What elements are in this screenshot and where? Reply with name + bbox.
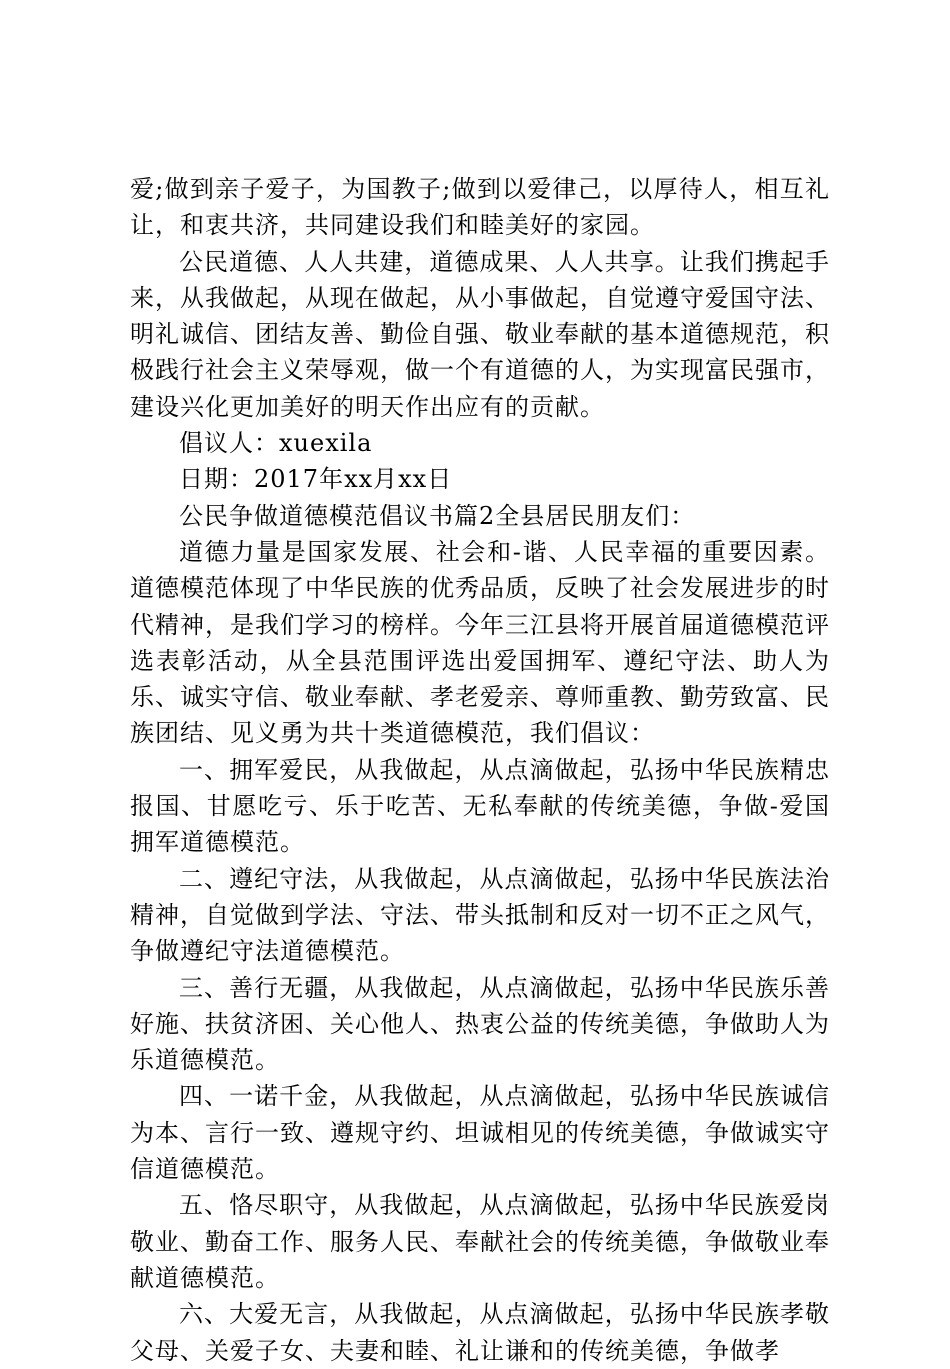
paragraph-item-6: 六、大爱无言，从我做起，从点滴做起，弘扬中华民族孝敬父母、关爱子女、夫妻和睦、礼让谦和的传统美德，争做孝: [130, 1300, 830, 1365]
paragraph-item-1: 一、拥军爱民，从我做起，从点滴做起，弘扬中华民族精忠报国、甘愿吃亏、乐于吃苦、无私奉献的传统美德，争做-爱国拥军道德模范。: [130, 755, 830, 857]
paragraph-moral-power: 道德力量是国家发展、社会和-谐、人民幸福的重要因素。道德模范体现了中华民族的优秀品质，反映了社会发展进步的时代精神，是我们学习的榜样。今年三江县将开展首届道德模范评选表彰活动，从全县范围评选出爱国拥军、遵纪守法、助人为乐、诚实守信、敬业奉献、孝老爱亲、尊师重教、勤劳致富、民族团结、见义勇为共十类道德模范，我们倡议：: [130, 537, 830, 748]
paragraph-item-3: 三、善行无疆，从我做起，从点滴做起，弘扬中华民族乐善好施、扶贫济困、关心他人、热衷公益的传统美德，争做助人为乐道德模范。: [130, 973, 830, 1075]
paragraph-civic-morality: 公民道德、人人共建，道德成果、人人共享。让我们携起手来，从我做起，从现在做起，从小事做起，自觉遵守爱国守法、明礼诚信、团结友善、勤俭自强、敬业奉献的基本道德规范，积极践行社会主义荣辱观，做一个有道德的人，为实现富民强市，建设兴化更加美好的明天作出应有的贡献。: [130, 247, 830, 421]
paragraph-item-5: 五、恪尽职守，从我做起，从点滴做起，弘扬中华民族爱岗敬业、勤奋工作、服务人民、奉献社会的传统美德，争做敬业奉献道德模范。: [130, 1191, 830, 1292]
paragraph-item-2: 二、遵纪守法，从我做起，从点滴做起，弘扬中华民族法治精神，自觉做到学法、守法、带头抵制和反对一切不正之风气，争做遵纪守法道德模范。: [130, 864, 830, 966]
document-body: [130, 171, 830, 1369]
initiator-line: 倡议人：xuexila: [179, 429, 373, 458]
paragraph-family-love: 爱;做到亲子爱子，为国教子;做到以爱律己，以厚待人，相互礼让，和衷共济，共同建设我们和睦美好的家园。: [130, 175, 830, 240]
date-line: 日期：2017年xx月xx日: [179, 465, 453, 494]
paragraph-item-4: 四、一诺千金，从我做起，从点滴做起，弘扬中华民族诚信为本、言行一致、遵规守约、坦诚相见的传统美德，争做诚实守信道德模范。: [130, 1082, 830, 1184]
section-heading-line: 公民争做道德模范倡议书篇2全县居民朋友们：: [179, 501, 696, 530]
